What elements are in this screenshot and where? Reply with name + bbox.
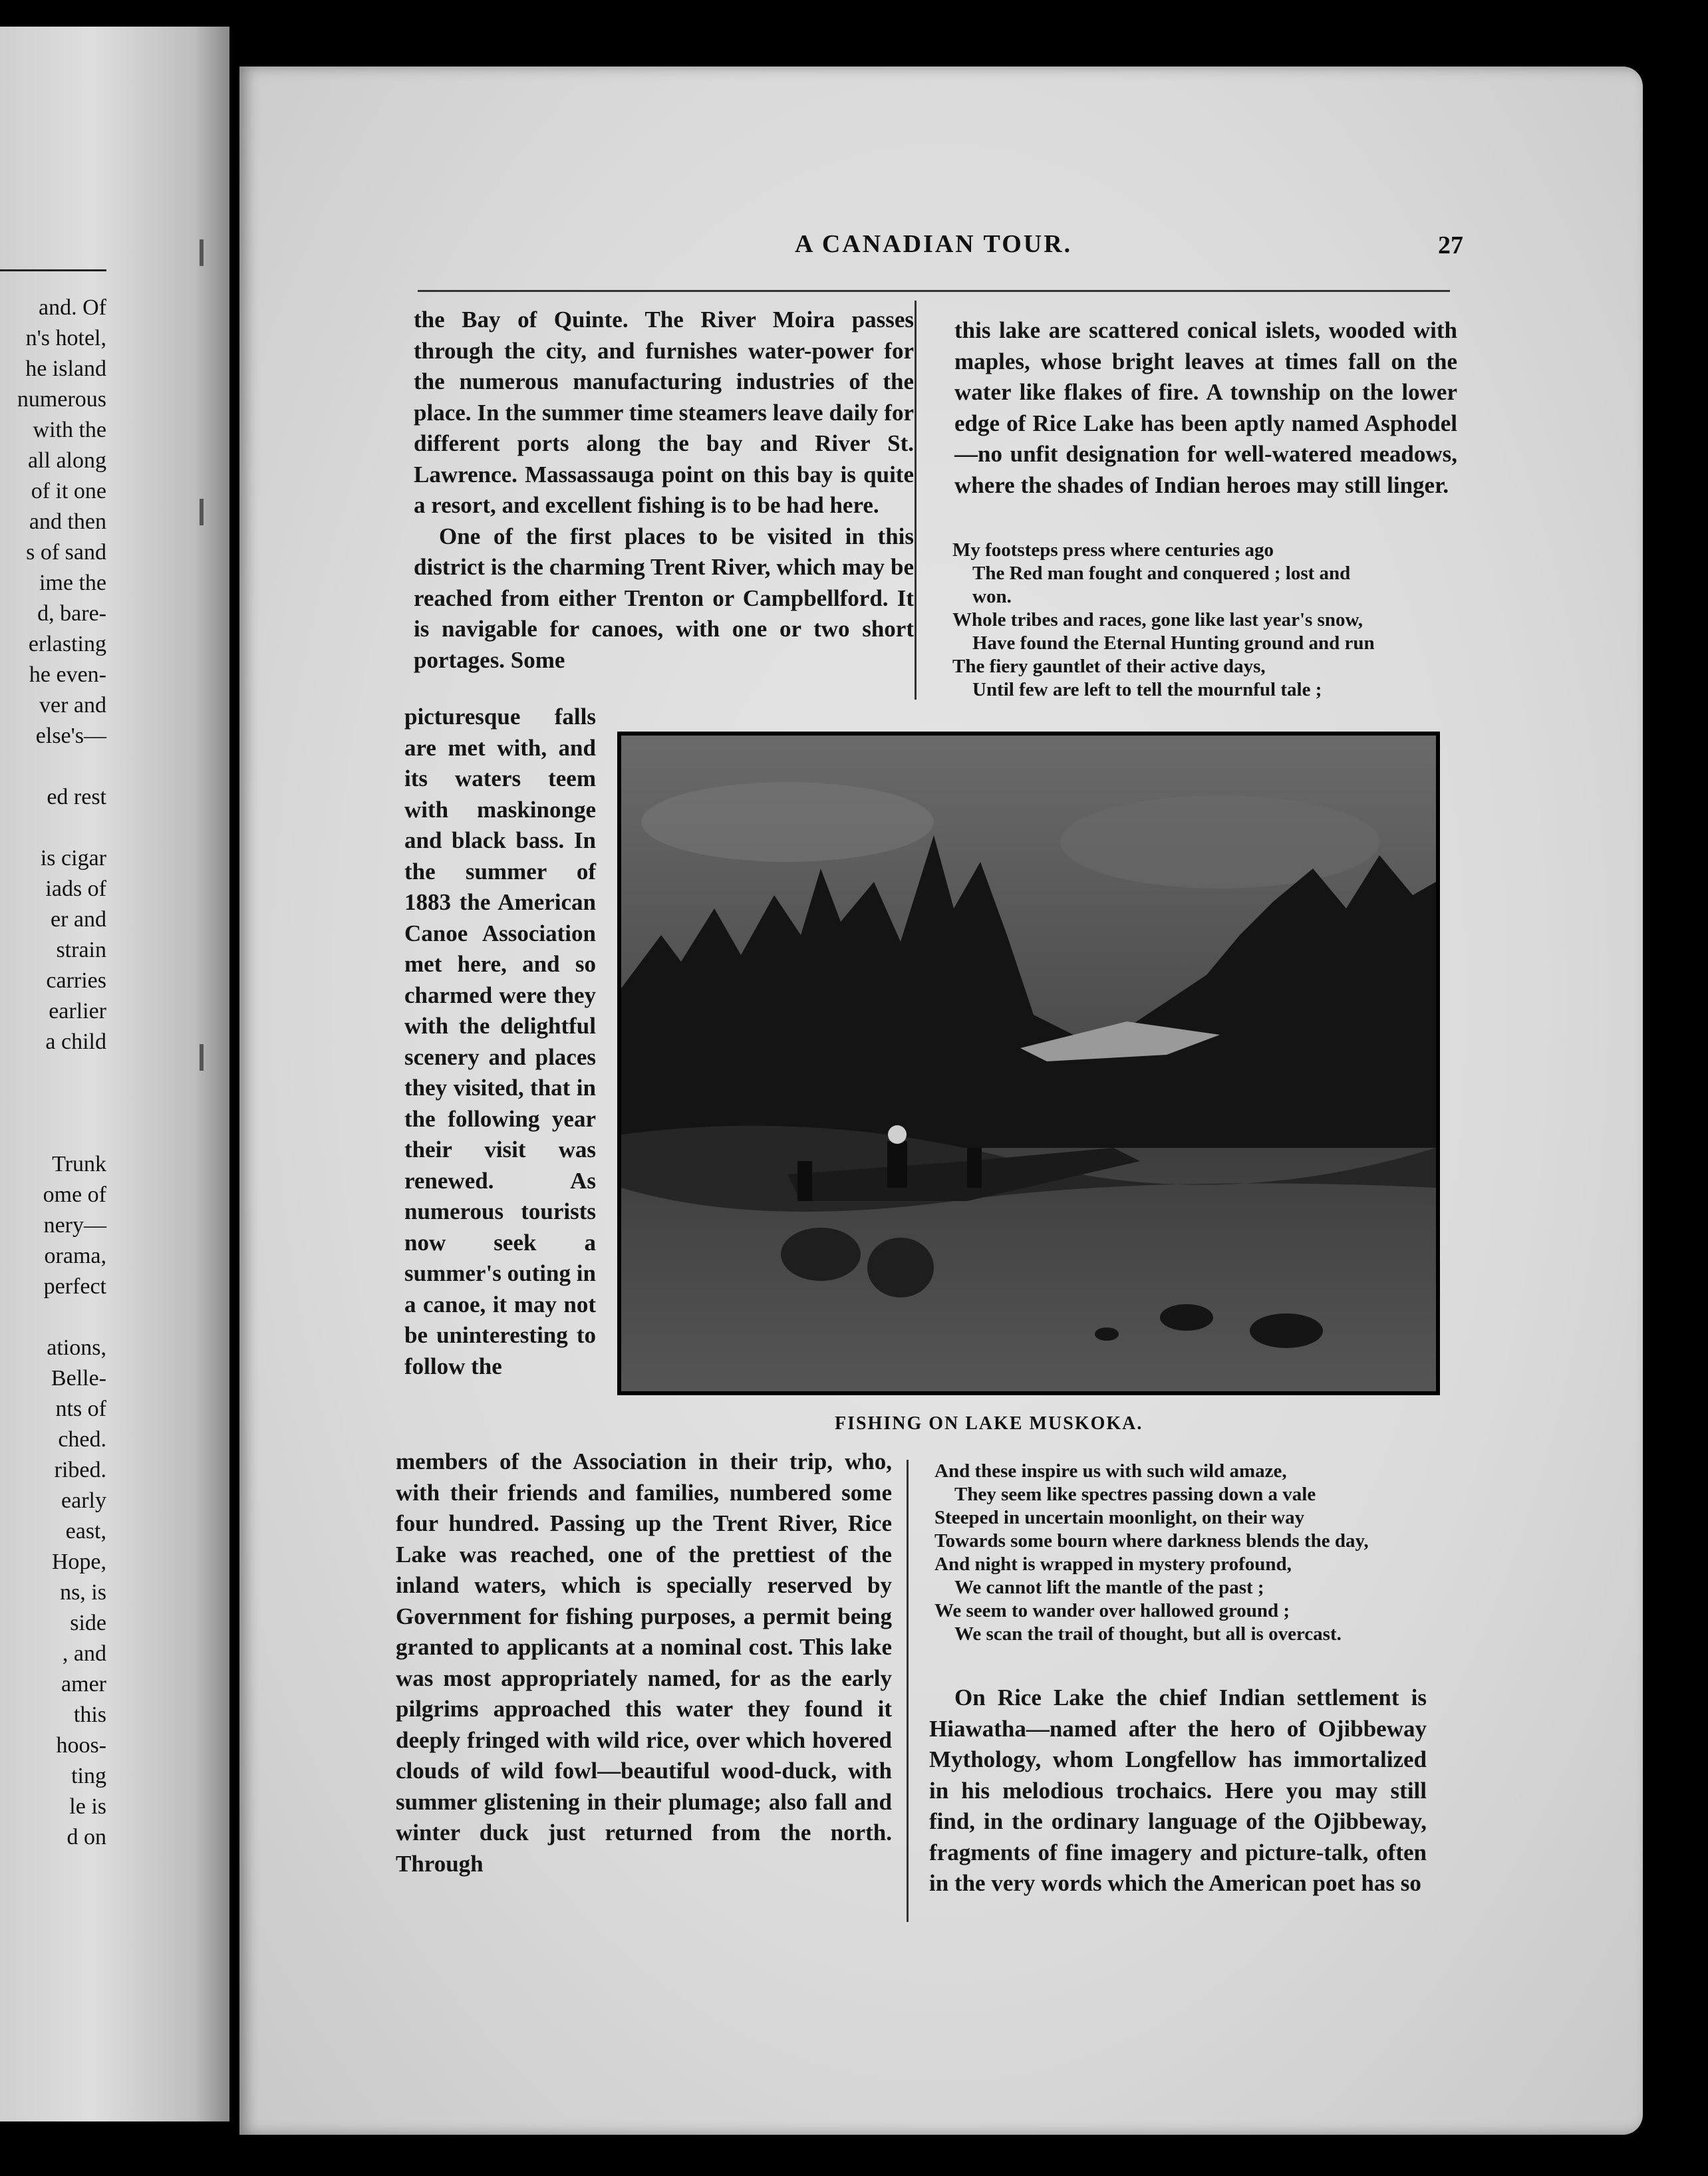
poem-line: We scan the trail of thought, but all is overcast. xyxy=(954,1623,1342,1645)
poem-line: They seem like spectres passing down a vale xyxy=(954,1484,1316,1505)
engraving-image xyxy=(621,736,1436,1391)
running-head-title: A CANADIAN TOUR. xyxy=(795,230,1073,258)
left-page-line: and. Of xyxy=(39,295,106,320)
paragraph-trent-river: One of the first places to be visited in this district is the charming Trent River, which may be reached from either Trenton or Campbellford. It is navigable for canoes, with one or two short portages. Some xyxy=(414,523,914,673)
column-divider-top xyxy=(915,301,917,700)
illustration-caption: FISHING ON LAKE MUSKOKA. xyxy=(835,1413,1143,1434)
poem-stanza-1 xyxy=(952,539,1458,702)
paragraph-canoe-association: picturesque falls are met with, and its waters teem with maskinonge and black bass. In the summer of 1883 the American Canoe Association met here, and so charmed were they with the delightful scenery and places they visited, that in the following year their visit was renewed. As numerous tourists now seek a summer's outing in a canoe, it may not be uninteresting to follow the xyxy=(404,704,596,1379)
left-page-line: this xyxy=(73,1702,106,1727)
left-page-line: Trunk xyxy=(52,1152,106,1176)
left-page-line: amer xyxy=(61,1672,106,1697)
poem-line: And night is wrapped in mystery profound, xyxy=(934,1554,1292,1575)
running-head xyxy=(0,229,1708,269)
left-page-line: d, bare- xyxy=(37,601,106,626)
left-page-line: nts of xyxy=(55,1397,106,1421)
left-page-line: ations, xyxy=(47,1335,106,1360)
left-page-line: er and xyxy=(50,907,106,932)
column-2-bottom-text xyxy=(929,1683,1427,1899)
poem-line: Have found the Eternal Hunting ground and run xyxy=(972,632,1375,654)
poem-line: The Red man fought and conquered ; lost and xyxy=(972,563,1351,584)
left-page-line: ting xyxy=(71,1764,106,1788)
left-page-line: a child xyxy=(45,1029,106,1054)
left-page-line: and then xyxy=(29,509,106,534)
left-page-line: , and xyxy=(62,1641,106,1666)
left-page-line: ed rest xyxy=(47,785,106,809)
left-page-line: ribed. xyxy=(54,1458,106,1482)
column-1-top-text xyxy=(414,305,914,676)
left-page-line: Hope, xyxy=(51,1550,106,1574)
left-page-line: d on xyxy=(67,1825,106,1849)
left-page-line: all along xyxy=(27,448,106,473)
left-page-line: s of sand xyxy=(26,540,106,565)
paragraph-rice-lake: members of the Association in their trip, who, with their friends and families, numbered some four hundred. Passing up the Trent River, Rice Lake was reached, one of the prettiest of the inland waters, which is specially reserved by Government for fishing purposes, a permit being granted to applicants at a nominal cost. This lake was most appropriately named, for as the early pilgrims approached this water they found it deeply fringed with wild rice, over which hovered clouds of wild fowl—beautiful wood-duck, with summer glistening in their plumage; also fall and winter duck just returned from the north. Through xyxy=(396,1448,892,1877)
poem-line: Until few are left to tell the mournful tale ; xyxy=(972,679,1322,700)
left-page-line: Belle- xyxy=(51,1366,106,1391)
left-page-line: nery— xyxy=(43,1213,106,1238)
poem-line: Steeped in uncertain moonlight, on their way xyxy=(934,1507,1305,1528)
left-page-line: ver and xyxy=(39,693,106,718)
column-divider-bottom xyxy=(907,1460,909,1922)
poem-line: Towards some bourn where darkness blends the day, xyxy=(934,1530,1369,1552)
left-page-line: erlasting xyxy=(28,632,106,656)
binding-stitch xyxy=(200,1044,204,1071)
left-page-line: east, xyxy=(65,1519,106,1544)
left-page-line: ome of xyxy=(43,1182,106,1207)
paragraph-hiawatha: On Rice Lake the chief Indian settlement is Hiawatha—named after the hero of Ojibbeway Mythology, whom Longfellow has immortalized in his melodious trochaics. Here you may still find, in the ordinary language of the Ojibbeway, fragments of fine imagery and picture-talk, often in the very words which the American poet has so xyxy=(929,1685,1427,1896)
left-page-line: strain xyxy=(56,938,106,962)
header-rule xyxy=(418,290,1450,292)
column-2-top-text xyxy=(954,315,1457,501)
left-page-line: is cigar xyxy=(40,846,106,871)
left-page-line: else's— xyxy=(35,724,106,748)
left-page-line: side xyxy=(70,1611,106,1635)
illustration-fishing-lake-muskoka xyxy=(617,732,1440,1395)
poem-line: And these inspire us with such wild amaze, xyxy=(934,1460,1287,1482)
left-page-line: perfect xyxy=(43,1274,106,1299)
poem-line: We cannot lift the mantle of the past ; xyxy=(954,1577,1264,1598)
left-page-line: orama, xyxy=(44,1244,106,1268)
left-page-rule xyxy=(0,269,106,271)
poem-line: won. xyxy=(972,586,1012,607)
left-page-line: le is xyxy=(69,1794,106,1819)
poem-line: We seem to wander over hallowed ground ; xyxy=(934,1600,1290,1621)
page-number: 27 xyxy=(1438,231,1463,259)
left-page-line: hoos- xyxy=(56,1733,106,1758)
paragraph-bay-of-quinte: the Bay of Quinte. The River Moira passes through the city, and furnishes water-power for the numerous manufacturing industries of the place. In the summer time steamers leave daily for different ports along the bay and River St. Lawrence. Massassauga point on this bay is quite a resort, and excellent fishing is to be had here. xyxy=(414,307,914,518)
poem-line: My footsteps press where centuries ago xyxy=(952,539,1274,561)
left-page-line: he island xyxy=(25,356,106,381)
left-page-line: of it one xyxy=(31,479,106,503)
left-page-line: ns, is xyxy=(60,1580,106,1605)
paragraph-conical-islets: this lake are scattered conical islets, wooded with maples, whose bright leaves at times fall on the water like flakes of fire. A township on the lower edge of Rice Lake has been aptly named Asphodel—no unfit designation for well-watered meadows, where the shades of Indian heroes may still linger. xyxy=(954,317,1457,498)
left-page-line: carries xyxy=(46,968,106,993)
left-page-line: n's hotel, xyxy=(25,326,106,350)
left-page-line: ime the xyxy=(39,571,106,595)
column-1-bottom-text xyxy=(396,1446,892,1879)
left-page-line: with the xyxy=(33,418,106,442)
left-facing-page xyxy=(0,27,229,2121)
left-page-line: earlier xyxy=(49,999,106,1023)
left-page-line: he even- xyxy=(29,662,106,687)
column-1-narrow-text xyxy=(404,702,596,1382)
poem-stanza-2 xyxy=(934,1460,1447,1646)
binding-stitch xyxy=(200,499,204,525)
left-page-line: ched. xyxy=(58,1427,106,1452)
poem-line: Whole tribes and races, gone like last year's snow, xyxy=(952,609,1363,630)
left-page-line: iads of xyxy=(45,877,106,901)
left-page-line: early xyxy=(61,1488,106,1513)
left-page-line: numerous xyxy=(17,387,106,412)
poem-line: The fiery gauntlet of their active days, xyxy=(952,656,1266,677)
